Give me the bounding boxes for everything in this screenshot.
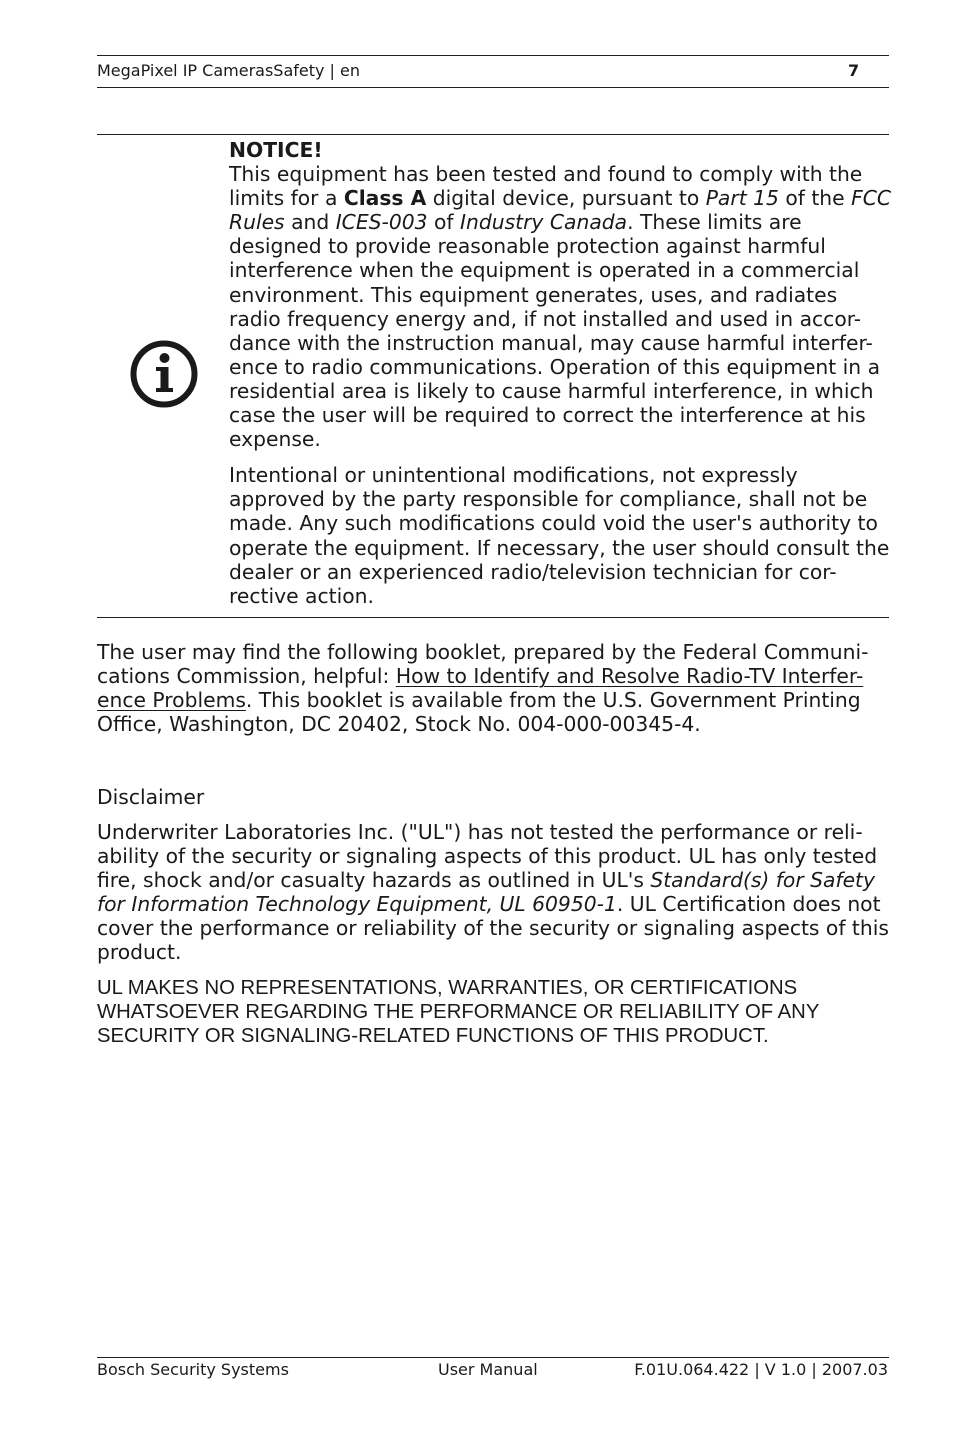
notice-paragraph-2: Intentional or unintentional modifications, not expressly approved by the party responsible for compliance, shall not be made. Any such modifications could void the user's authority to operate the equipment. If necessary, the user should consult the dealer or an experienced radio/television technician for cor-rective action. (229, 463, 890, 608)
text-run: . These limits are designed to provide reasonable protection against harmful interference when the equipment is operated in a commercial environment. This equipment generates, uses, and radiates radio frequency energy and, if not installed and used in accor-dance with the instruction manual, may cause harmful interfer-ence to radio communications. Operation of this equipment in a residential area is likely to cause harmful interference, in which case the user will be required to correct the interference at his expense. (229, 210, 881, 452)
part-15-term: Part 15 (705, 186, 779, 211)
class-a-term: Class A (343, 186, 427, 211)
ul-standard-term: Standard(s) for Safety for Information Technology Equipment, UL 60950-1 (97, 868, 875, 917)
text-run: digital device, pursuant to (426, 186, 706, 211)
fcc-rules-term: FCC Rules (229, 186, 892, 235)
ices-003-term: ICES-003 (335, 210, 428, 235)
footer-rule (97, 1357, 889, 1358)
notice-bottom-rule (97, 617, 889, 618)
footer-company: Bosch Security Systems (97, 1360, 289, 1379)
footer-document-id: F.01U.064.422 | V 1.0 | 2007.03 (634, 1360, 888, 1379)
text-run: . This booklet is available from the U.S. Government Printing Office, Washington, DC 20402, Stock No. 004-000-00345-4. (97, 688, 861, 737)
header-top-rule (97, 55, 889, 56)
text-run: of (427, 210, 461, 235)
text-run: The user may find the following booklet, prepared by the Federal Communi-cations Commission, helpful: (97, 640, 869, 689)
booklet-link[interactable]: How to Identify and Resolve Radio-TV Interfer-ence Problems (97, 664, 864, 713)
page-number: 7 (848, 61, 860, 80)
disclaimer-paragraph-1 (97, 820, 897, 965)
disclaimer-heading: Disclaimer (97, 785, 205, 809)
notice-paragraph-1 (229, 162, 894, 451)
notice-content (229, 138, 894, 608)
notice-title: NOTICE! (229, 138, 323, 162)
info-icon (129, 339, 199, 409)
text-run: . UL Certification does not cover the performance or reliability of the security or signaling aspects of this product. (97, 892, 889, 965)
notice-top-rule (97, 134, 889, 135)
disclaimer-paragraph-2: UL MAKES NO REPRESENTATIONS, WARRANTIES, OR CERTIFICATIONS WHATSOEVER REGARDING THE PERFORMANCE OR RELIABILITY OF ANY SECURITY OR SIGNALING-RELATED FUNCTIONS OF THIS PRODUCT. (97, 977, 819, 1048)
booklet-paragraph (97, 640, 897, 736)
header-title: MegaPixel IP CamerasSafety | en (97, 61, 361, 80)
industry-canada-term: Industry Canada (460, 210, 628, 235)
footer-document-type: User Manual (438, 1360, 538, 1379)
text-run: of the (778, 186, 852, 211)
text-run: Underwriter Laboratories Inc. ("UL") has not tested the performance or reli-ability of the security or signaling aspects of this product. UL has only tested fire, shock and/or casualty hazards as outlined in UL's (97, 820, 878, 893)
text-run: This equipment has been tested and found to comply with the limits for a (229, 162, 863, 211)
header-bottom-rule (97, 87, 889, 88)
text-run: and (284, 210, 336, 235)
